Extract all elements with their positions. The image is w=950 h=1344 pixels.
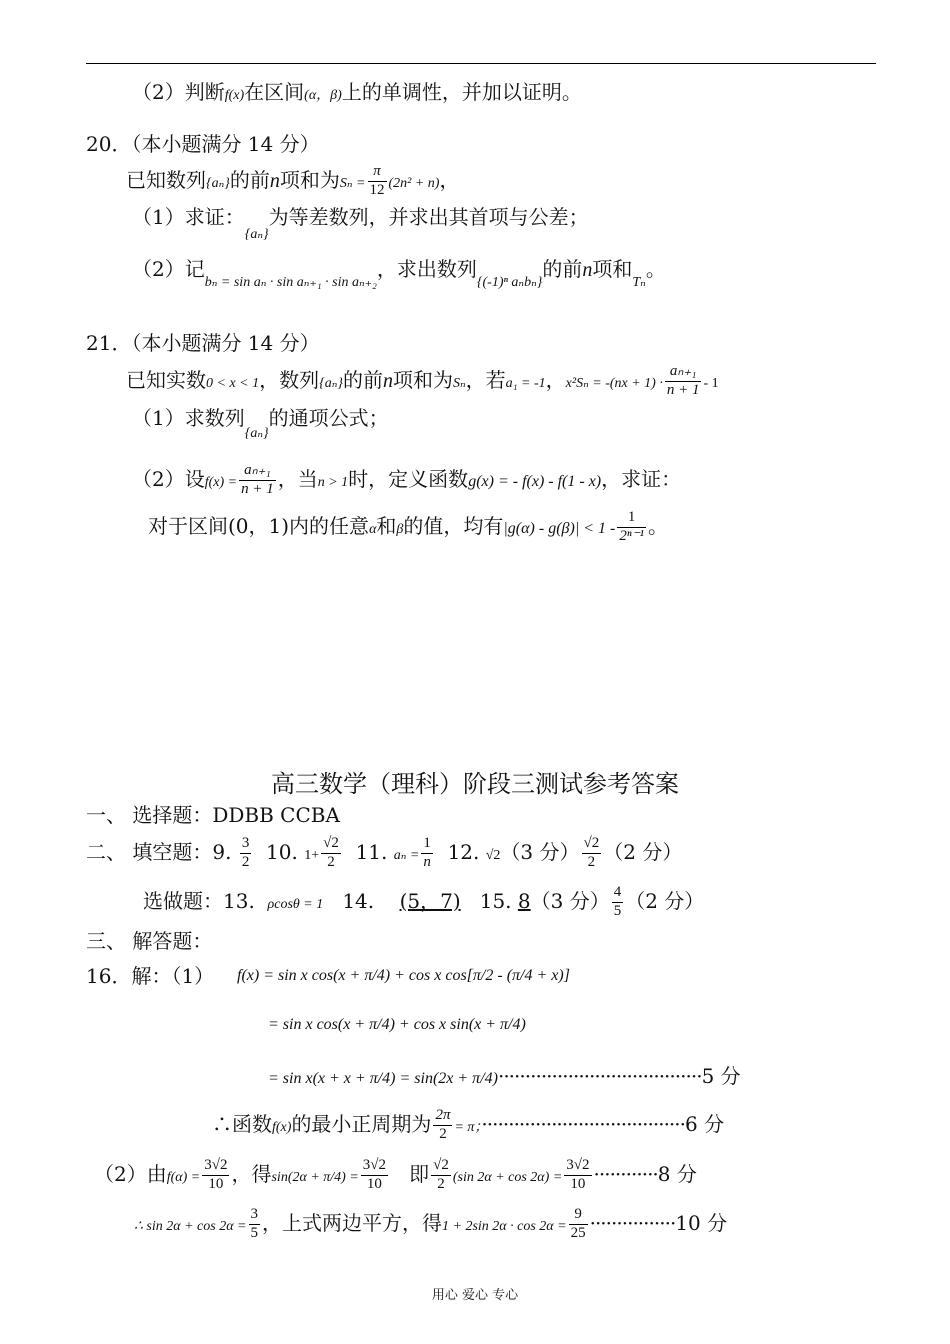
answers-optional: 选做题：13. ρcosθ = 1 14. (5，7) 15. 8（3 分） $\frac{4}{5}$ （2 分）: [143, 884, 705, 919]
page-footer: 用心 爱心 专心: [431, 1288, 519, 1303]
q21-line1: 已知实数0 < x < 1，数列{aₙ}的前n项和为Sₙ，若a₁ = -1，x²Sₙ = -(nx + 1) · $\frac{\text{aₙ₊₁}}{n + 1}$ - 1: [126, 363, 719, 398]
answers-fill: 二、 填空题：9. $\frac{3}{2}$ 10. 1+ $\frac{√2}{2}$ 11. aₙ = $\frac{1}{n}$ 12. √2（3 分） $\frac{√2}{2}$ （2 分）: [86, 835, 683, 870]
q19-part2: （2）判断f(x)在区间(α，β)上的单调性，并加以证明。: [132, 80, 582, 104]
q16-line5: （2）由f(α) = $\frac{3√2}{10}$ ，得sin(2α + π/4) = $\frac{3√2}{10}$ 即 $\frac{√2}{2}$ (sin 2α + cos 2α) = $\frac{3√2}{10}$ ············8 分: [94, 1157, 697, 1192]
q16-line2: = sin x cos(x + π/4) + cos x sin(x + π/4): [268, 1016, 526, 1033]
q20-part2: （2）记$_{b_n = sin a_n \cdot sin a_{n+1} \cdot sin a_{n+2}}$，求出数列$_{\{(-1)^n a_nb_n\}}$的前n项和$_{T_n}$。: [132, 257, 666, 290]
answers-solve-header: 三、 解答题：: [86, 929, 213, 953]
q21-part3: 对于区间(0，1)内的任意α和β的值，均有|g(α) - g(β)| < 1 - $\frac{1}{\text{2ⁿ⁻¹}}$ 。: [148, 509, 668, 544]
q16-line1: f(x) = sin x cos(x + π/4) + cos x cos[π/2 - (π/4 + x)]: [237, 967, 570, 984]
q21-header: 21．（本小题满分 14 分）: [86, 331, 320, 355]
answers-choice: 一、 选择题：DDBB CCBA: [86, 803, 340, 827]
answers-title: 高三数学（理科）阶段三测试参考答案: [271, 770, 679, 798]
q16-line4: ∴函数f(x)的最小正周期为 $\frac{2\pi}{2}$ = π；······································6 分: [212, 1107, 725, 1142]
q20-line1: 已知数列{aₙ}的前n项和为Sₙ = $\frac{\pi}{12}$ (2n² + n)，: [126, 163, 460, 198]
q21-part2: （2）设f(x) = $\frac{\text{aₙ₊₁}}{n + 1}$ ，当n > 1时，定义函数g(x) = - f(x) - f(1 - x)，求证：: [132, 462, 682, 497]
q16-line3: = sin x(x + x + π/4) = sin(2x + π/4)······································5 分: [268, 1064, 741, 1088]
q16-label: 16．解：（1）: [86, 964, 215, 988]
q21-part1: （1）求数列$_{\{a_n\}}$的通项公式；: [132, 406, 389, 441]
header-rule: [86, 63, 876, 64]
q20-header: 20．（本小题满分 14 分）: [86, 132, 320, 156]
q16-line6: ∴ sin 2α + cos 2α = $\frac{3}{5}$ ，上式两边平方，得1 + 2sin 2α · cos 2α = $\frac{9}{25}$ ················10 分: [134, 1206, 728, 1241]
q20-part1: （1）求证：$_{\{a_n\}}$为等差数列，并求出其首项与公差；: [132, 205, 589, 242]
